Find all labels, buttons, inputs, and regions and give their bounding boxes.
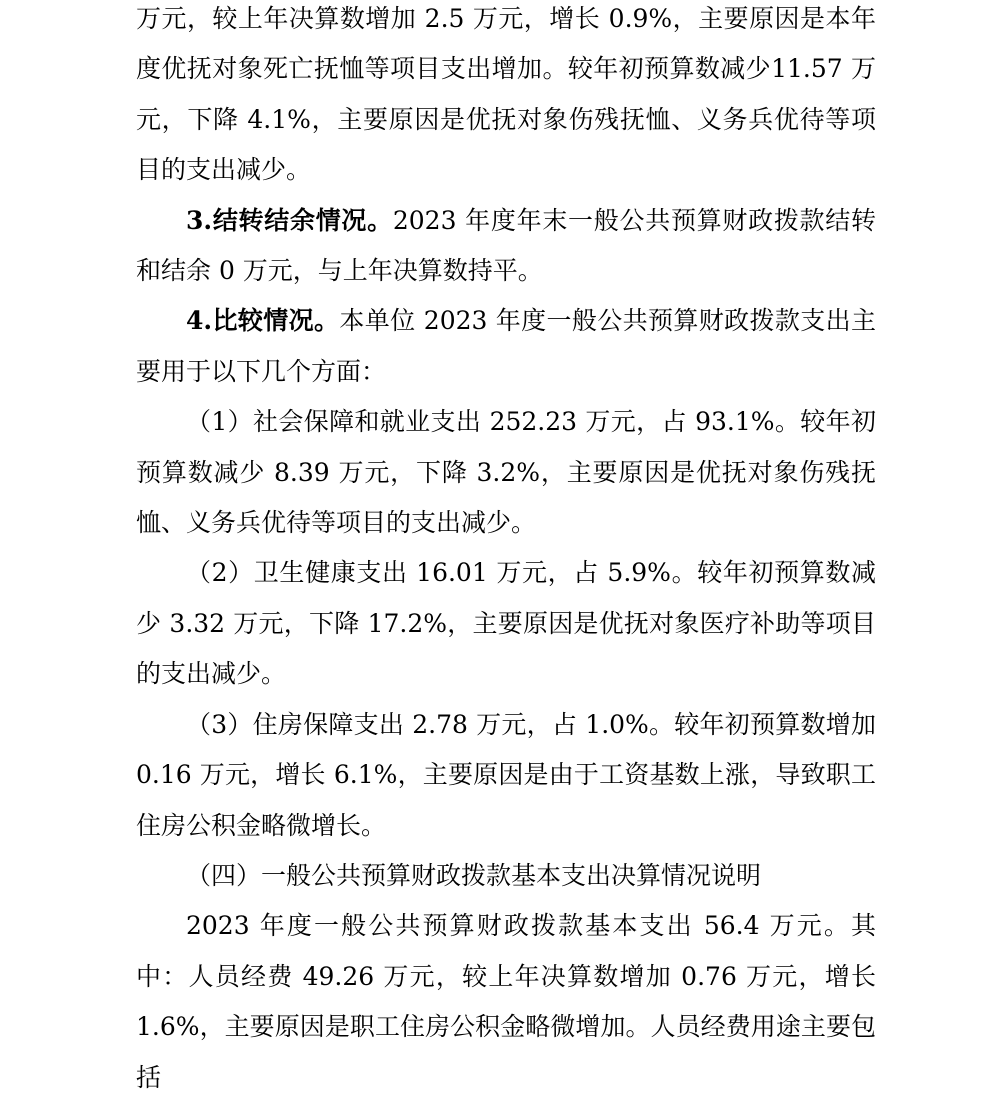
carryover-body: 2023 年度年末一般公共预算财政拨款结转和结余 0 万元，与上年决算数持平。 bbox=[136, 205, 876, 286]
carryover-heading: 3.结转结余情况。 bbox=[186, 205, 393, 235]
list-item-housing: （3）住房保障支出 2.78 万元，占 1.0%。较年初预算数增加 0.16 万元，增长 6.1%，主要原因是由于工资基数上涨，导致职工住房公积金略微增长。 bbox=[136, 709, 876, 840]
list-item-health: （2）卫生健康支出 16.01 万元，占 5.9%。较年初预算数减少 3.32 万元，下降 17.2%，主要原因是优抚对象医疗补助等项目的支出减少。 bbox=[136, 558, 876, 689]
comparison-body: 本单位 2023 年度一般公共预算财政拨款支出主要用于以下几个方面： bbox=[136, 306, 876, 386]
list-item-social-security: （1）社会保障和就业支出 252.23 万元，占 93.1%。较年初预算数减少 8.39 万元，下降 3.2%，主要原因是优抚对象伤残抚恤、义务兵优待等项目的支出减少。 bbox=[136, 407, 876, 538]
paragraph-basic-expenditure: 2023 年度一般公共预算财政拨款基本支出 56.4 万元。其中：人员经费 49.26 万元，较上年决算数增加 0.76 万元，增长 1.6%，主要原因是职工住房公积金略微增加。人员经费用途主要包括 bbox=[136, 911, 876, 1092]
paragraph-carryover-balance bbox=[136, 196, 876, 297]
paragraph-continuation: 万元，较上年决算数增加 2.5 万元，增长 0.9%，主要原因是本年度优抚对象死亡抚恤等项目支出增加。较年初预算数减少11.57 万元，下降 4.1%，主要原因是优抚对象伤残抚恤、义务兵优待等项目的支出减少。 bbox=[136, 4, 876, 185]
comparison-heading: 4.比较情况。 bbox=[186, 306, 340, 336]
paragraph-comparison bbox=[136, 296, 876, 397]
section-heading-basic-expenditure: （四）一般公共预算财政拨款基本支出决算情况说明 bbox=[186, 860, 762, 890]
document-page bbox=[136, 0, 876, 1103]
